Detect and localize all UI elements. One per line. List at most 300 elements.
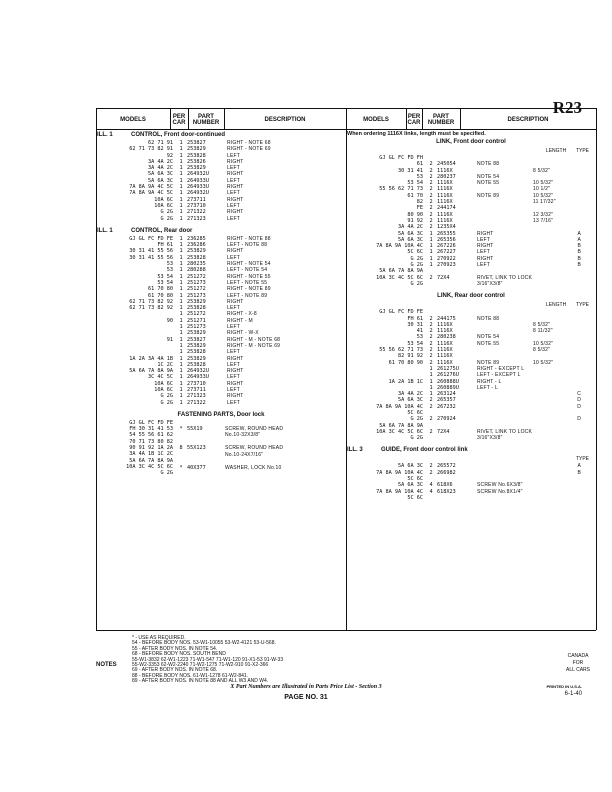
models: 82 91 92 xyxy=(398,353,423,360)
models: 10A 6C xyxy=(154,380,173,387)
description-text: NOTE 55 xyxy=(477,180,500,187)
models: 5A 6A 3C xyxy=(398,482,423,489)
table-row xyxy=(347,495,595,501)
quantity: 1 xyxy=(179,324,183,331)
list-item xyxy=(175,465,345,478)
quantity: 1 xyxy=(179,235,183,242)
part-number: 1116X xyxy=(437,321,453,328)
description-text: RIGHT xyxy=(227,209,244,216)
quantity: 1 xyxy=(179,209,183,216)
models: GJ GL FC FD FE xyxy=(379,309,423,316)
header-description: DESCRIPTION xyxy=(507,117,549,123)
quantity: 1 xyxy=(429,372,433,379)
left-column xyxy=(97,131,345,485)
models: GJ GL FC FD FE xyxy=(129,235,173,242)
models: 5A 6A 3C xyxy=(398,463,423,470)
part-number: 273710 xyxy=(187,380,206,387)
part-number: 264932U xyxy=(187,368,209,375)
page-date: 6-1-40 xyxy=(564,691,582,697)
quantity: 2 xyxy=(429,397,433,404)
quantity: 1 xyxy=(179,273,183,280)
rule xyxy=(596,108,597,630)
description xyxy=(227,400,345,406)
description-text: LEFT xyxy=(227,152,241,159)
quantity: 2 xyxy=(429,359,433,366)
part-number: 253827 xyxy=(187,336,206,343)
models: 53 xyxy=(166,267,173,274)
part-number: 253829 xyxy=(187,165,206,172)
note-line: 69 - AFTER BODY NOS. IN NOTE 68. xyxy=(132,667,218,674)
quantity: 1 xyxy=(179,152,183,159)
quantity: 2 xyxy=(429,211,433,218)
printed-mark: PRINTED IN U.S.A. xyxy=(546,684,582,689)
models: 53 54 xyxy=(407,180,423,187)
models: 1C 2C xyxy=(157,361,173,368)
parts-list xyxy=(347,463,595,501)
description-text: 3/16"X3/8" xyxy=(477,435,503,442)
description-text: RIGHT xyxy=(227,393,244,400)
part-number: 280238 xyxy=(437,334,456,341)
models: G 2G xyxy=(410,255,423,262)
quantity: 1 xyxy=(179,298,183,305)
description-text: LEFT xyxy=(227,165,241,172)
part-number: 236286 xyxy=(187,242,206,249)
description-text: SCREW No.8X1/4" xyxy=(477,488,523,495)
models: 10A 3C 4C 5C 6C xyxy=(376,428,423,435)
part-number: 251272 xyxy=(187,286,206,293)
part-number: 253829 xyxy=(187,342,206,349)
quantity: 2 xyxy=(429,205,433,212)
part-number: 1116X xyxy=(437,186,453,193)
description-text: LEFT xyxy=(227,202,241,209)
description-text: RIGHT xyxy=(227,368,244,375)
note-line: 89 - AFTER BODY NOS. IN NOTE 88 AND ALL W3 AND W4. xyxy=(132,678,269,685)
quantity: 1 xyxy=(179,336,183,343)
description-text: RIGHT - NOTE 55 xyxy=(227,273,271,280)
description-text: RIGHT xyxy=(227,184,244,191)
description-text: LEFT xyxy=(477,236,491,243)
part-number: 253829 xyxy=(187,355,206,362)
item-line xyxy=(175,432,345,438)
models: 5A 6A 3C xyxy=(398,230,423,237)
description-text: NOTE 88 xyxy=(477,161,500,168)
part-number: 261276U xyxy=(437,372,459,379)
part-number: 253829 xyxy=(187,330,206,337)
quantity: 4 xyxy=(429,482,433,489)
quantity: 1 xyxy=(179,196,183,203)
model-list-item: 10A 3C 4C 5C 6C xyxy=(126,463,173,470)
quantity: 2 xyxy=(429,328,433,335)
models: 80 90 xyxy=(407,211,423,218)
description-text: RIGHT - W-X xyxy=(227,330,259,337)
quantity: 1 xyxy=(429,384,433,391)
part-number: 1116X xyxy=(437,353,453,360)
quantity: 1 xyxy=(179,286,183,293)
models: G 2G xyxy=(410,280,423,287)
models: 53 xyxy=(166,261,173,268)
quantity: 2 xyxy=(429,186,433,193)
part-number: 1116X xyxy=(437,167,453,174)
description-text: RIVET, LINK TO LOCK xyxy=(477,428,533,435)
quantity: 2 xyxy=(429,167,433,174)
list-item xyxy=(175,445,345,458)
models: GJ GL FC FD FH xyxy=(379,155,423,161)
part-number: 273711 xyxy=(187,386,206,393)
part-number: 280288 xyxy=(187,267,206,274)
models: 5A 6A 7A 8A 9A xyxy=(379,268,423,275)
model-list-item: 90 91 92 1A 2A xyxy=(129,445,173,452)
quantity: 1 xyxy=(179,146,183,153)
description-text: RIGHT xyxy=(227,355,244,362)
models: 5C 6C xyxy=(407,494,423,501)
description-text: LEFT xyxy=(227,361,241,368)
models: 30 31 41 55 56 xyxy=(129,254,173,261)
part-number: 1116X xyxy=(437,217,453,224)
part-number: 1116X xyxy=(437,359,453,366)
models: 53 xyxy=(416,334,423,341)
quantity: 2 xyxy=(429,173,433,180)
part-number: 264932U xyxy=(187,171,209,178)
quantity: 1 xyxy=(179,311,183,318)
models: 53 54 xyxy=(407,340,423,347)
section-code: R23 xyxy=(552,98,582,117)
quantity: * xyxy=(179,465,183,472)
description-text: NOTE 54 xyxy=(477,334,500,341)
length: 8 5/32" xyxy=(533,167,551,174)
part-number: 1116X xyxy=(437,340,453,347)
description-text: LEFT - EXCEPT L xyxy=(477,372,521,379)
quantity: 1 xyxy=(179,374,183,381)
description-text: RIGHT xyxy=(227,158,244,165)
quantity: 2 xyxy=(429,340,433,347)
quantity: 1 xyxy=(429,391,433,398)
quantity: 1 xyxy=(429,230,433,237)
type: A xyxy=(577,463,581,470)
description: No.10-32X3/8" xyxy=(225,432,261,439)
description-text: LEFT - NOTE 55 xyxy=(227,279,268,286)
part-number xyxy=(437,435,477,441)
description-text: LEFT xyxy=(477,262,491,269)
note-line: 55 - AFTER BODY NOS. IN NOTE 54. xyxy=(132,645,218,652)
models: 10A 6C xyxy=(154,202,173,209)
description-text: 3/16"X3/8" xyxy=(477,280,503,287)
models: 7A 8A 9A 10A 4C xyxy=(376,403,423,410)
description-text: NOTE 88 xyxy=(477,315,500,322)
section-heading: ILL. 3 GUIDE, Front door control link xyxy=(347,447,468,454)
type: A xyxy=(577,230,581,237)
quantity: 1 xyxy=(179,254,183,261)
part-number: 244175 xyxy=(437,315,456,322)
quantity: 8 xyxy=(179,445,183,452)
description-text: RIGHT xyxy=(477,230,494,237)
description-text: RIGHT - M - NOTE 68 xyxy=(227,336,281,343)
note-line: 68 - BEFORE BODY NOS. SOUTH BEND xyxy=(132,651,226,658)
description-text: RIGHT - NOTE 88 xyxy=(227,235,271,242)
quantity: 1 xyxy=(179,349,183,356)
models: 30 31 41 55 56 xyxy=(129,248,173,255)
description-text: RIVET, LINK TO LOCK xyxy=(477,274,533,281)
quantity xyxy=(425,281,437,287)
description: No.10-24X7/16" xyxy=(225,451,264,458)
description-text: RIGHT - M - NOTE 69 xyxy=(227,342,281,349)
quantity xyxy=(425,495,437,501)
quantity: 1 xyxy=(179,279,183,286)
quantity: 2 xyxy=(429,180,433,187)
quantity: 1 xyxy=(179,393,183,400)
type-header: TYPE xyxy=(575,456,589,463)
part-number: 271322 xyxy=(187,399,206,406)
type: B xyxy=(577,243,581,250)
part-number: 265356 xyxy=(437,236,456,243)
part-number: 267226 xyxy=(437,243,456,250)
description-text: RIGHT - NOTE 68 xyxy=(227,140,271,146)
part-number: 253829 xyxy=(187,248,206,255)
section-heading: FASTENING PARTS, Door lock xyxy=(177,411,265,418)
table-row xyxy=(347,281,595,287)
description xyxy=(477,281,595,287)
description-text: LEFT - NOTE 54 xyxy=(227,267,268,274)
note-line: 54 - BEFORE BODY NOS. 53-W1-10055 53-W2-4121 53-U-568. xyxy=(132,640,276,647)
quantity: 1 xyxy=(179,355,183,362)
models: 3A 4A 2C xyxy=(398,224,423,231)
header-description: DESCRIPTION xyxy=(264,117,306,123)
page-number: PAGE NO. 31 xyxy=(284,694,328,701)
note-line: 88 - BEFORE BODY NOS. 61-W1-1278 61-W2-841. xyxy=(132,672,249,679)
quantity: 2 xyxy=(429,192,433,199)
models: 1A 2A 1B 1C xyxy=(388,378,423,385)
section-heading: ILL. 1 CONTROL, Front door-continued xyxy=(97,132,225,138)
right-column xyxy=(347,131,595,501)
models: 62 71 91 xyxy=(148,140,173,146)
models: 7A 8A 9A 10A 4C xyxy=(376,488,423,495)
quantity: 1 xyxy=(179,305,183,312)
part-number: 618X6 xyxy=(437,482,453,489)
models: 5A 6A 3C xyxy=(398,397,423,404)
quantity: * xyxy=(179,425,183,432)
part-number: 1235X4 xyxy=(437,224,456,231)
models: 10A 3C 4C 5C 6C xyxy=(376,274,423,281)
quantity: 1 xyxy=(179,399,183,406)
length: 10 1/2" xyxy=(533,186,551,193)
quantity: 2 xyxy=(429,469,433,476)
description-text: RIGHT xyxy=(227,196,244,203)
part-number: 265355 xyxy=(437,230,456,237)
quantity: 2 xyxy=(429,161,433,168)
part-number: 260889U xyxy=(437,384,459,391)
quantity: 4 xyxy=(429,488,433,495)
description-text: LEFT xyxy=(227,374,241,381)
table-row xyxy=(97,400,345,406)
part-number: 264932U xyxy=(187,190,209,197)
quantity: 1 xyxy=(179,368,183,375)
length: 10 5/32" xyxy=(533,359,554,366)
quantity: 1 xyxy=(179,171,183,178)
quantity: 2 xyxy=(429,353,433,360)
quantity: 1 xyxy=(179,317,183,324)
type: D xyxy=(577,403,581,410)
models: G 2G xyxy=(160,215,173,222)
quantity: 1 xyxy=(179,202,183,209)
quantity: 2 xyxy=(429,217,433,224)
quantity: 2 xyxy=(429,347,433,354)
part-number: 270924 xyxy=(437,416,456,423)
description-text: RIGHT - X-8 xyxy=(227,311,257,318)
footer-note: X Part Numbers are Illustrated in Parts Price List - Section 3 xyxy=(230,684,382,690)
length: 8 11/32" xyxy=(533,328,553,335)
part-number: 1116X xyxy=(437,211,453,218)
quantity: 1 xyxy=(179,215,183,222)
type: B xyxy=(577,469,581,476)
models: 5C 6C xyxy=(407,476,423,483)
length: 10 5/32" xyxy=(533,192,554,199)
part-number: 264933U xyxy=(187,374,209,381)
part-number: 271322 xyxy=(187,209,206,216)
model-list-item: G 2G xyxy=(160,470,173,477)
models: 91 92 xyxy=(407,217,423,224)
quantity: 1 xyxy=(179,361,183,368)
part-number: 244174 xyxy=(437,205,456,212)
part-number: 72X4 xyxy=(437,428,450,435)
description-text: RIGHT - NOTE 89 xyxy=(227,286,271,293)
models: 61 70 80 xyxy=(148,292,173,299)
header-per-car: PER CAR xyxy=(407,114,421,126)
models: G 2G xyxy=(160,209,173,216)
part-number: 253829 xyxy=(187,298,206,305)
type: D xyxy=(577,397,581,404)
length: 8 5/32" xyxy=(533,347,551,354)
part-number: 251273 xyxy=(187,279,206,286)
part-number: 271323 xyxy=(187,215,206,222)
quantity: 2 xyxy=(429,321,433,328)
part-number: 273710 xyxy=(187,202,206,209)
quantity: 1 xyxy=(429,243,433,250)
model-list-item: 70 71 73 80 82 xyxy=(129,438,173,445)
models: 10A 6C xyxy=(154,386,173,393)
part-number: 265572 xyxy=(437,463,456,470)
models: 82 xyxy=(416,199,423,206)
models: FH 61 xyxy=(157,242,173,249)
part-number: 253827 xyxy=(187,140,206,146)
quantity: 1 xyxy=(179,292,183,299)
description-text: RIGHT - NOTE 54 xyxy=(227,261,271,268)
part-number: 1116X xyxy=(437,180,453,187)
parts-list xyxy=(347,155,595,287)
quantity: 1 xyxy=(179,184,183,191)
model-list-item: GJ GL FC FD FE xyxy=(129,419,173,426)
item-line xyxy=(175,471,345,477)
description-text: RIGHT xyxy=(227,298,244,305)
item-line xyxy=(175,452,345,458)
quantity: 2 xyxy=(429,428,433,435)
part-number xyxy=(437,495,477,501)
description-text: LEFT xyxy=(227,254,241,261)
table-row xyxy=(97,216,345,222)
models: 30 31 41 xyxy=(398,167,423,174)
models: G 2G xyxy=(160,393,173,400)
quantity: 1 xyxy=(179,177,183,184)
quantity: 2 xyxy=(429,199,433,206)
models: FE xyxy=(416,205,423,212)
length-type-header: LENGTH TYPE xyxy=(545,148,589,154)
description-text: LEFT xyxy=(227,349,241,356)
ordering-note: When ordering 1116X links, length must be specified. xyxy=(347,131,486,137)
description-text: RIGHT - NOTE 69 xyxy=(227,146,271,153)
quantity: 1 xyxy=(179,242,183,249)
description-text: RIGHT - EXCEPT L xyxy=(477,365,525,372)
models: 5A 6A 7A 8A 9A xyxy=(129,368,173,375)
section-heading: LINK, Front door control xyxy=(436,139,506,145)
quantity: 2 xyxy=(429,403,433,410)
description-text: SCREW No.6X3/8" xyxy=(477,482,523,489)
quantity: 1 xyxy=(429,378,433,385)
part-number: 280237 xyxy=(437,173,456,180)
description-text: LEFT xyxy=(227,215,241,222)
note-line: * - USE AS REQUIRED. xyxy=(132,635,186,641)
description-text: LEFT xyxy=(227,177,241,184)
description-text: NOTE 89 xyxy=(477,359,500,366)
models: 10A 6C xyxy=(154,196,173,203)
models: 62 71 73 82 91 xyxy=(129,146,173,153)
section-heading: ILL. 1 CONTROL, Rear door xyxy=(97,227,193,234)
parts-list xyxy=(97,236,345,406)
quantity: 1 xyxy=(179,248,183,255)
part-number: 253828 xyxy=(187,361,206,368)
description-text: RIGHT - L xyxy=(477,378,502,385)
models: 7A 8A 9A 10A 4C xyxy=(376,469,423,476)
part-number: 253829 xyxy=(187,146,206,153)
models: G 2G xyxy=(410,435,423,442)
models: 62 71 73 82 92 xyxy=(129,305,173,312)
notes-block xyxy=(96,635,596,685)
models: 53 xyxy=(416,173,423,180)
part-number: 253828 xyxy=(187,254,206,261)
type: C xyxy=(577,391,581,398)
quantity: 1 xyxy=(429,255,433,262)
part-number: 40X377 xyxy=(187,465,206,472)
quantity: 1 xyxy=(179,330,183,337)
models: 1A 2A 3A 4A 1B xyxy=(129,355,173,362)
length: 10 5/32" xyxy=(533,180,554,187)
part-number: 264933U xyxy=(187,177,209,184)
bottom-rule xyxy=(96,630,596,631)
models: 62 71 73 82 92 xyxy=(129,298,173,305)
part-number: 253828 xyxy=(187,152,206,159)
part-number: 270922 xyxy=(437,255,456,262)
type: B xyxy=(577,262,581,269)
models: G 2G xyxy=(160,399,173,406)
length: 13 7/16" xyxy=(533,217,554,224)
models: 5A 6A 3C xyxy=(148,171,173,178)
part-number: 263124 xyxy=(437,391,456,398)
part-number: 270923 xyxy=(437,262,456,269)
quantity: 1 xyxy=(179,165,183,172)
part-number: 251271 xyxy=(187,317,206,324)
description xyxy=(225,471,345,477)
models: 61 70 80 90 xyxy=(388,359,423,366)
part-number: 72X4 xyxy=(437,274,450,281)
type: D xyxy=(577,416,581,423)
part-number: 618X23 xyxy=(437,488,456,495)
part-number: 251273 xyxy=(187,324,206,331)
type: A xyxy=(577,236,581,243)
length: 8 5/32" xyxy=(533,321,551,328)
models: 41 xyxy=(416,328,423,335)
quantity: 1 xyxy=(429,365,433,372)
part-number: 253828 xyxy=(187,305,206,312)
models: G 2G xyxy=(410,262,423,269)
part-number: 251272 xyxy=(187,273,206,280)
parts-list xyxy=(347,309,595,441)
